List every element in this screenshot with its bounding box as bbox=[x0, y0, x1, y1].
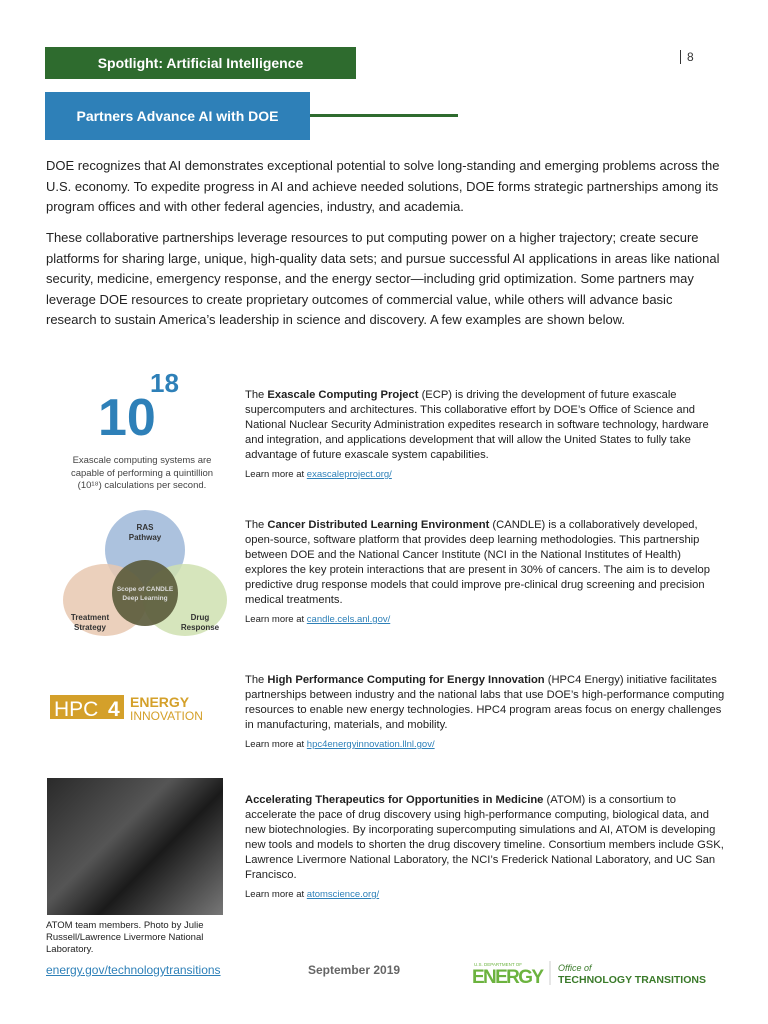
atom-link[interactable]: atomscience.org/ bbox=[306, 889, 380, 900]
entry-title: Cancer Distributed Learning Environment bbox=[267, 519, 490, 531]
candle-link[interactable]: candle.cels.anl.gov/ bbox=[306, 614, 391, 625]
venn-top-1: RAS bbox=[136, 523, 154, 532]
venn-center bbox=[112, 560, 178, 626]
entry-candle: The Cancer Distributed Learning Environment (CANDLE) is a collaboratively developed, open-source, software platform that provides deep learning methodologies. This partnership between DOE and the National Cancer Institute (NCI in the National Institutes of Health) explores the key protein interactions that are present in 30% of cancers. The aim is to develop predictive drug response models that could improve pre-clinical drug screening and precision medical treatments. Learn more at candle.cels.anl.gov/ bbox=[245, 519, 710, 625]
venn-right-1: Drug bbox=[190, 613, 210, 622]
footer-date: September 2019 bbox=[308, 963, 401, 977]
section-banner bbox=[45, 92, 310, 140]
spotlight-banner bbox=[45, 47, 356, 79]
entry-ecp: The Exascale Computing Project (ECP) is driving the development of future exascale supercomputers and architectures. This collaborative effort by DOE’s Office of Science and National Nuclear Security Administration expedites research in software technology, hardware and integration, and applications development that will allow the United States to fully take advantage of future exascale system capabilities. Learn more at exascaleproject.org/ bbox=[245, 389, 709, 480]
hpc4-link[interactable]: hpc4energyinnovation.llnl.gov/ bbox=[306, 739, 435, 750]
exascale-base: 10 bbox=[98, 389, 156, 447]
footer-link[interactable]: energy.gov/technologytransitions bbox=[46, 963, 221, 977]
entry-title: Exascale Computing Project bbox=[267, 389, 419, 401]
intro-paragraph-1: DOE recognizes that AI demonstrates exceptional potential to solve long-standing and emerging problems across the U.S. economy. To expedite progress in AI and achieve needed solutions, DOE forms strategic partnerships among its program offices and with other federal agencies, industry, and academia. bbox=[46, 158, 720, 214]
hpc4-mark: HPC bbox=[54, 698, 99, 721]
entry-hpc4: The High Performance Computing for Energy Innovation (HPC4 Energy) initiative facilitates partnerships between industry and the national labs that use DOE’s high-performance computing resources to enable new energy technologies. HPC4 program areas focus on energy challenges in manufacturing, materials, and mobility. Learn more at hpc4energyinnovation.llnl.gov/ bbox=[245, 674, 725, 750]
hpc4-num: 4 bbox=[108, 698, 120, 721]
entry-title: High Performance Computing for Energy Innovation bbox=[267, 674, 545, 686]
venn-center-1: Scope of CANDLE bbox=[116, 586, 174, 593]
section-rule bbox=[310, 114, 458, 117]
venn-left-2: Strategy bbox=[73, 623, 107, 632]
exascale-exponent: 18 bbox=[150, 368, 179, 398]
exascale-caption: Exascale computing systems are capable of performing a quintillion (10¹⁸) calculations per second. bbox=[70, 455, 214, 491]
doe-small: U.S. DEPARTMENT OF bbox=[474, 962, 523, 967]
venn-left-1: Treatment bbox=[70, 613, 110, 622]
hpc4-logo bbox=[48, 690, 238, 726]
venn-top-2: Pathway bbox=[128, 533, 162, 542]
ecp-link[interactable]: exascaleproject.org/ bbox=[306, 469, 392, 480]
entry-atom: Accelerating Therapeutics for Opportunities in Medicine (ATOM) is a consortium to accelerate the pace of drug discovery using high-performance computing, biological data, and new biotechnologies. By incorporating supercomputing simulations and AI, ATOM is developing new tools and models to shorten the drug discovery timeline. Consortium members include GSK, Lawrence Livermore National Laboratory, the NCI’s Frederick National Laboratory, and UC San Francisco. Learn more at atomscience.org/ bbox=[245, 794, 724, 900]
section-title: Partners Advance AI with DOE bbox=[76, 108, 279, 124]
venn-center-2: Deep Learning bbox=[122, 595, 168, 602]
page-number: 8 bbox=[680, 50, 694, 64]
doe-big: ENERGY bbox=[472, 967, 544, 987]
office-of: Office of bbox=[558, 963, 592, 973]
venn-right-2: Response bbox=[180, 623, 220, 632]
candle-venn-diagram bbox=[55, 505, 230, 640]
atom-team-photo bbox=[47, 778, 223, 915]
hpc4-innovation: INNOVATION bbox=[130, 709, 203, 723]
spotlight-title: Spotlight: Artificial Intelligence bbox=[97, 55, 304, 71]
entry-title: Accelerating Therapeutics for Opportunities in Medicine bbox=[245, 794, 544, 806]
office-name: TECHNOLOGY TRANSITIONS bbox=[558, 974, 706, 986]
doe-ott-logo bbox=[472, 961, 717, 987]
photo-caption: ATOM team members. Photo by Julie Russell/Lawrence Livermore National Laboratory. bbox=[46, 920, 204, 955]
intro-paragraph-2: These collaborative partnerships leverage resources to put computing power on a higher trajectory; create secure platforms for sharing large, unique, high-quality data sets; and pursue successful AI applications in areas like national security, medicine, emergency response, and the energy sector—including grid optimization. Some partners may leverage DOE resources to create proprietary outcomes of commercial value, while others will advance basic research to sustain America’s leadership in science and discovery. A few examples are shown below. bbox=[46, 230, 720, 327]
hpc4-energy: ENERGY bbox=[130, 694, 190, 710]
